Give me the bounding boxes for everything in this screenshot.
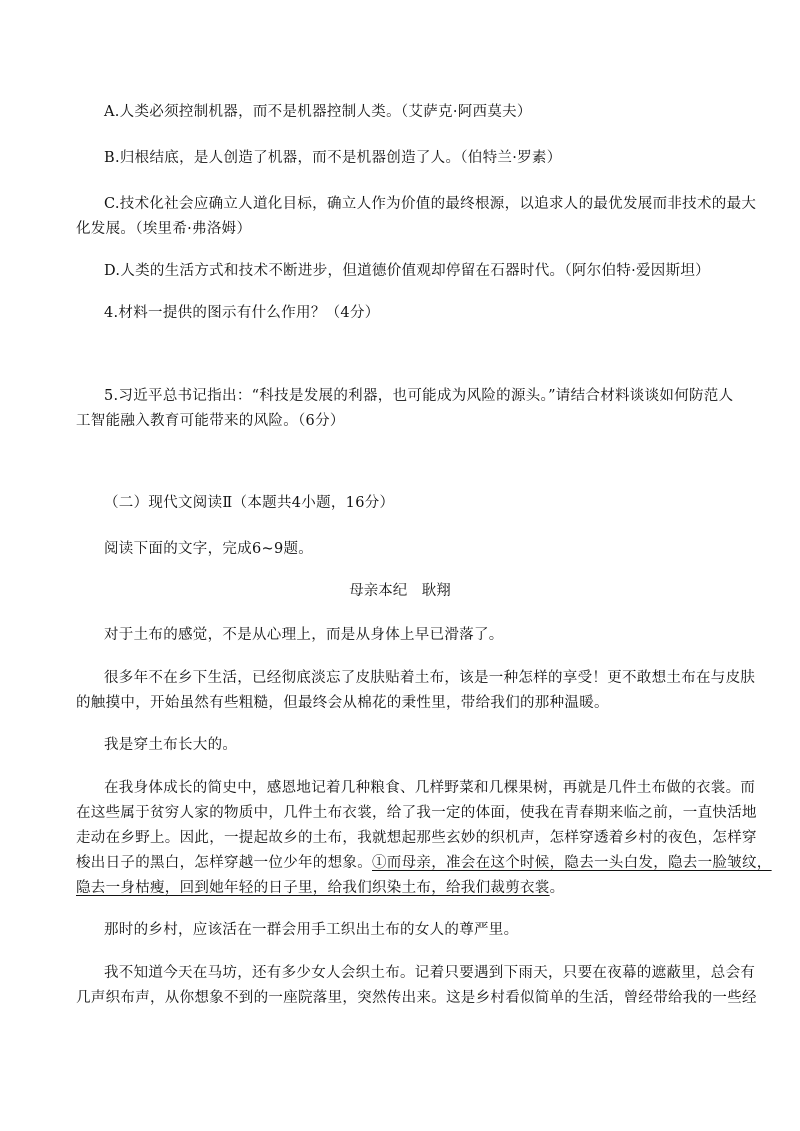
underlined-sentence-1-continued: 隐去一身枯瘦，回到她年轻的日子里，给我们织染土布，给我们裁剪衣裳 — [76, 880, 550, 896]
paragraph-4-plain-text: 梭出日子的黑白，怎样穿越一位少年的想象。 — [76, 855, 372, 871]
article-paragraph-2-line-1: 很多年不在乡下生活，已经彻底淡忘了皮肤贴着土布，该是一种怎样的享受！更不敢想土布在与皮肤 — [104, 670, 756, 686]
article-paragraph-4-line-3: 走动在乡野上。因此，一提起故乡的土布，我就想起那些玄妙的织机声，怎样穿透着乡村的夜色，怎样穿 — [76, 830, 757, 846]
section-heading: （二）现代文阅读Ⅱ（本题共4小题，16分） — [104, 495, 395, 511]
option-c-line-2: 化发展。（埃里希·弗洛姆） — [76, 221, 252, 237]
option-c-line-1: C.技术化社会应确立人道化目标，确立人作为价值的最终根源，以追求人的最优发展而非技术的最大 — [104, 196, 757, 212]
article-paragraph-4-line-1: 在我身体成长的简史中，感恩地记着几种粮食、几样野菜和几棵果树，再就是几件土布做的衣裳。而 — [104, 780, 756, 796]
paragraph-4-end-punctuation: 。 — [549, 880, 565, 896]
article-paragraph-5: 那时的乡村，应该活在一群会用手工织出土布的女人的尊严里。 — [104, 922, 519, 938]
question-5-line-2: 工智能融入教育可能带来的风险。（6分） — [76, 413, 345, 429]
article-paragraph-4-line-2: 在这些属于贫穷人家的物质中，几件土布衣裳，给了我一定的体面，使我在青春期来临之前，一直快活地 — [76, 805, 757, 821]
article-paragraph-4-line-5 — [76, 878, 564, 898]
underlined-sentence-1: ①而母亲，准会在这个时候，隐去一头白发，隐去一脸皱纹， — [372, 855, 772, 871]
article-paragraph-1: 对于土布的感觉，不是从心理上，而是从身体上早已滑落了。 — [104, 627, 504, 643]
question-4: 4.材料一提供的图示有什么作用？（4分） — [104, 305, 380, 321]
article-paragraph-6-line-2: 几声织布声，从你想象不到的一座院落里，突然传出来。这是乡村看似简单的生活，曾经带给我的一些经 — [76, 990, 757, 1006]
option-a: A.人类必须控制机器，而不是机器控制人类。（艾萨克·阿西莫夫） — [104, 104, 532, 120]
article-paragraph-4-line-4 — [76, 853, 772, 873]
article-paragraph-6-line-1: 我不知道今天在马坊，还有多少女人会织土布。记着只要遇到下雨天，只要在夜幕的遮蔽里，总会有 — [104, 965, 756, 981]
option-d: D.人类的生活方式和技术不断进步，但道德价值观却停留在石器时代。（阿尔伯特·爱因斯坦） — [104, 263, 710, 279]
article-title: 母亲本纪 耿翔 — [349, 583, 451, 599]
article-paragraph-3: 我是穿土布长大的。 — [104, 737, 238, 753]
option-b: B.归根结底，是人创造了机器，而不是机器创造了人。（伯特兰·罗素） — [104, 150, 562, 166]
question-5-line-1: 5.习近平总书记指出：“科技是发展的利器，也可能成为风险的源头。”请结合材料谈谈如何防范人 — [104, 388, 734, 404]
reading-instruction: 阅读下面的文字，完成6~9题。 — [104, 541, 314, 557]
article-paragraph-2-line-2: 的触摸中，开始虽然有些粗糙，但最终会从棉花的秉性里，带给我们的那种温暖。 — [76, 695, 609, 711]
